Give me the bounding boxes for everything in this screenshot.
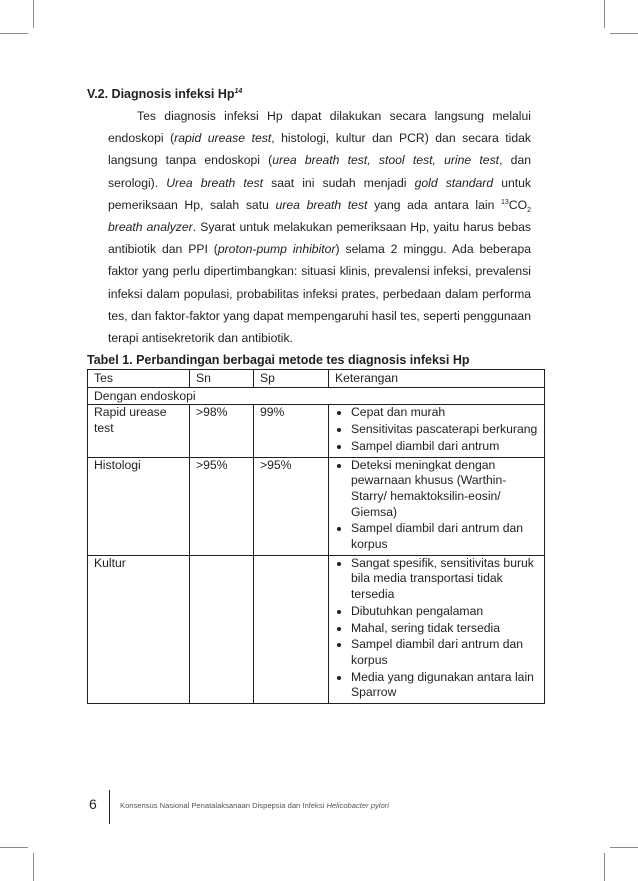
body-paragraph: Tes diagnosis infeksi Hp dapat dilakukan secara langsung melalui endoskopi (rapid urease test, histologi, kultur dan PCR) dan secara tidak langsung tanpa endoskopi (urea breath test, stool test, urine test, dan serologi). Urea breath test saat ini sudah menjadi gold standard untuk pemeriksaan Hp, salah satu urea breath test yang ada antara lain $^{13}CO_2$ breath analyzer. Syarat untuk melakukan pemeriksaan Hp, yaitu harus bebas antibiotik dan PPI (proton-pump inhibitor) selama 2 minggu. Ada beberapa faktor yang perlu dipertimbangkan: situasi klinis, prevalensi infeksi, prevalensi infeksi dalam populasi, probabilitas infeksi prates, perbedaan dalam performa tes, dan faktor-faktor yang dapat mempengaruhi hasil tes, seperti penggunaan terapi antisekretorik dan antibiotik.	[108, 109, 532, 346]
header-cell-sn: Sn	[190, 370, 254, 388]
table-row	[88, 457, 545, 555]
table-row	[88, 405, 545, 457]
table-caption: Tabel 1. Perbandingan berbagai metode tes diagnosis infeksi Hp	[87, 353, 470, 367]
crop-mark	[604, 853, 605, 881]
header-cell-tes: Tes	[88, 370, 190, 388]
note-item: • Sensitivitas pascaterapi berkurang	[351, 422, 538, 439]
note-item: • Dibutuhkan pengalaman	[351, 604, 538, 621]
reference-superscript: 14	[234, 87, 243, 95]
note-item: • Cepat dan murah	[351, 405, 538, 422]
note-item: • Deteksi meningkat dengan pewarnaan khusus (Warthin-Starry/ hemaktoksilin-eosin/ Giemsa)	[351, 458, 538, 522]
header-cell-keterangan: Keterangan	[329, 370, 545, 388]
page-number: 6	[89, 796, 97, 812]
cell-tes: Rapid urease test	[88, 405, 190, 457]
cell-sp: >95%	[254, 457, 329, 555]
cell-sp: 99%	[254, 405, 329, 457]
running-footer: Konsensus Nasional Penatalaksanaan Dispepsia dan Infeksi Helicobacter pylori	[120, 801, 389, 810]
crop-mark	[33, 0, 34, 28]
cell-sn	[190, 555, 254, 703]
cell-tes: Histologi	[88, 457, 190, 555]
crop-mark	[33, 853, 34, 881]
note-item: • Mahal, sering tidak tersedia	[351, 621, 538, 638]
crop-mark	[610, 33, 638, 34]
cell-sp	[254, 555, 329, 703]
cell-tes: Kultur	[88, 555, 190, 703]
crop-mark	[610, 847, 638, 848]
cell-keterangan	[329, 405, 545, 457]
table-header-row	[88, 370, 545, 388]
cell-keterangan	[329, 457, 545, 555]
group-label: Dengan endoskopi	[88, 387, 545, 405]
cell-sn: >95%	[190, 457, 254, 555]
header-cell-sp: Sp	[254, 370, 329, 388]
crop-mark	[604, 0, 605, 28]
table-row	[88, 555, 545, 703]
diagnosis-table	[87, 369, 545, 704]
section-heading-text: V.2. Diagnosis infeksi Hp	[87, 87, 235, 101]
table-group-row	[88, 387, 545, 405]
cell-keterangan	[329, 555, 545, 703]
crop-mark	[0, 847, 28, 848]
section-heading	[87, 87, 242, 101]
crop-mark	[0, 33, 28, 34]
footer-divider	[109, 790, 110, 824]
note-item: • Media yang digunakan antara lain Sparrow	[351, 670, 538, 702]
note-item: • Sampel diambil dari antrum dan korpus	[351, 637, 538, 669]
note-item: • Sangat spesifik, sensitivitas buruk bila media transportasi tidak tersedia	[351, 556, 538, 604]
note-item: • Sampel diambil dari antrum	[351, 439, 538, 456]
cell-sn: >98%	[190, 405, 254, 457]
note-item: • Sampel diambil dari antrum dan korpus	[351, 521, 538, 553]
